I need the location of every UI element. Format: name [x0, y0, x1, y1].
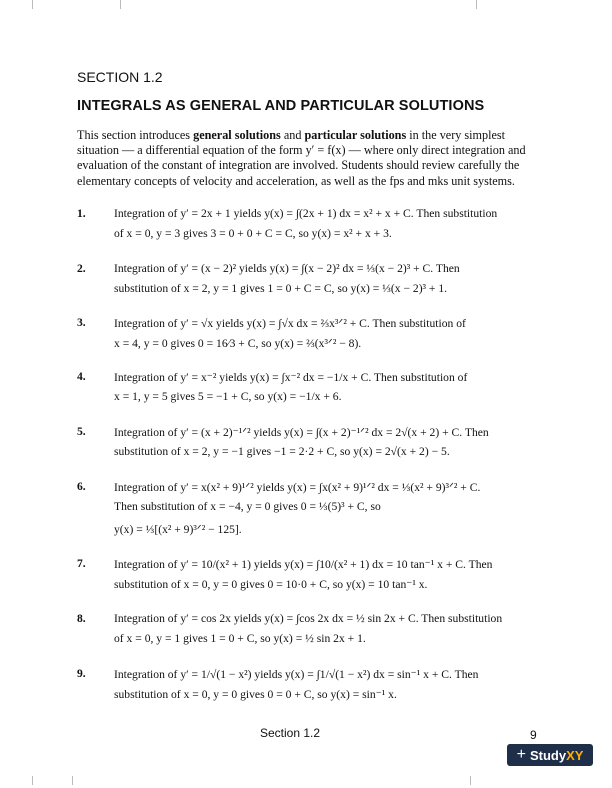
studyxy-logo: [507, 744, 593, 766]
scan-tick-top: [120, 0, 121, 9]
intro-text-3: in the very simplest situation — a differential equation of the form y′ = f(x) — where only direct integration and evaluation of the constant of integration are involved. Students should review carefully the elementary concepts of velocity and acceleration, as well as the fps and mks unit systems.: [77, 128, 526, 188]
problem-line-2: Then substitution of x = −4, y = 0 gives 0 = ⅓(5)³ + C, so: [114, 500, 381, 513]
problem-line-1: Integration of y′ = 2x + 1 yields y(x) = ∫(2x + 1) dx = x² + x + C. Then substitution: [114, 207, 498, 220]
scan-tick-bottom: [470, 776, 471, 785]
section-title: INTEGRALS AS GENERAL AND PARTICULAR SOLUTIONS: [77, 98, 485, 114]
problem-line-3: y(x) = ⅓[(x² + 9)³ᐟ² − 125].: [114, 523, 242, 536]
section-label: SECTION 1.2: [77, 69, 163, 85]
plus-icon: +: [516, 746, 526, 763]
problem-number: 8.: [77, 612, 86, 625]
problem-line-1: Integration of y′ = x⁻² yields y(x) = ∫x⁻² dx = −1/x + C. Then substitution of: [114, 371, 468, 384]
problem-line-1: Integration of y′ = (x − 2)² yields y(x) = ∫(x − 2)² dx = ⅓(x − 2)³ + C. Then: [114, 262, 460, 275]
problem-line-1: Integration of y′ = x(x² + 9)¹ᐟ² yields y(x) = ∫x(x² + 9)¹ᐟ² dx = ⅓(x² + 9)³ᐟ² + C.: [114, 481, 481, 494]
problem-line-1: Integration of y′ = cos 2x yields y(x) = ∫cos 2x dx = ½ sin 2x + C. Then substitution: [114, 612, 503, 625]
problem-number: 5.: [77, 425, 86, 438]
problem-number: 7.: [77, 557, 86, 570]
scan-tick-bottom: [72, 776, 73, 785]
problem-line-2: substitution of x = 2, y = −1 gives −1 = 2·2 + C, so y(x) = 2√(x + 2) − 5.: [114, 445, 450, 458]
problem-number: 1.: [77, 207, 86, 220]
problem-line-1: Integration of y′ = √x yields y(x) = ∫√x dx = ⅔x³ᐟ² + C. Then substitution of: [114, 317, 466, 330]
problem-line-2: x = 4, y = 0 gives 0 = 16⁄3 + C, so y(x) = ⅔(x³ᐟ² − 8).: [114, 337, 362, 350]
page-number: 9: [530, 728, 537, 742]
intro-paragraph: [77, 128, 547, 189]
intro-bold-general: general solutions: [193, 128, 281, 142]
problem-number: 9.: [77, 667, 86, 680]
intro-bold-particular: particular solutions: [304, 128, 407, 142]
problem-line-2: of x = 0, y = 3 gives 3 = 0 + 0 + C = C, so y(x) = x² + x + 3.: [114, 227, 392, 240]
problem-line-1: Integration of y′ = 1/√(1 − x²) yields y(x) = ∫1/√(1 − x²) dx = sin⁻¹ x + C. Then: [114, 668, 479, 681]
logo-xy-text: XY: [566, 747, 584, 763]
problem-line-2: substitution of x = 2, y = 1 gives 1 = 0 + C = C, so y(x) = ⅓(x − 2)³ + 1.: [114, 282, 448, 295]
problem-line-1: Integration of y′ = 10/(x² + 1) yields y(x) = ∫10/(x² + 1) dx = 10 tan⁻¹ x + C. Then: [114, 558, 493, 571]
scan-tick-top: [476, 0, 477, 9]
problem-line-2: substitution of x = 0, y = 0 gives 0 = 10·0 + C, so y(x) = 10 tan⁻¹ x.: [114, 578, 428, 591]
problem-line-2: of x = 0, y = 1 gives 1 = 0 + C, so y(x) = ½ sin 2x + 1.: [114, 632, 366, 645]
intro-text-2: and: [280, 128, 305, 142]
problem-number: 2.: [77, 262, 86, 275]
problem-line-1: Integration of y′ = (x + 2)⁻¹ᐟ² yields y(x) = ∫(x + 2)⁻¹ᐟ² dx = 2√(x + 2) + C. Then: [114, 426, 489, 439]
footer-section-label: Section 1.2: [260, 726, 321, 740]
problem-number: 4.: [77, 370, 86, 383]
problem-line-2: x = 1, y = 5 gives 5 = −1 + C, so y(x) = −1/x + 6.: [114, 390, 342, 403]
scan-tick-bottom: [32, 776, 33, 785]
problem-number: 6.: [77, 480, 86, 493]
problem-number: 3.: [77, 316, 86, 329]
scan-tick-top: [32, 0, 33, 9]
problem-line-2: substitution of x = 0, y = 0 gives 0 = 0 + C, so y(x) = sin⁻¹ x.: [114, 688, 397, 701]
logo-study-text: Study: [529, 747, 567, 763]
intro-text-1: This section introduces: [77, 128, 194, 142]
